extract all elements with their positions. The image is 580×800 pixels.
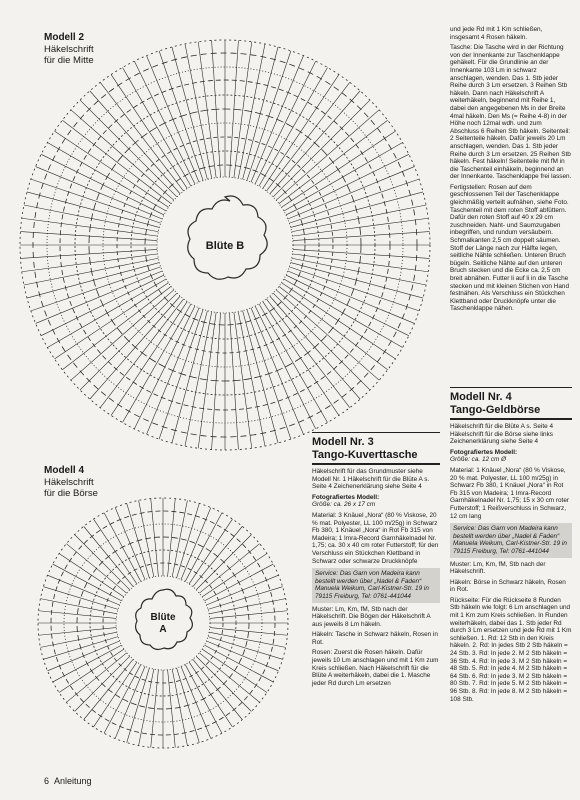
stitch-mark	[229, 40, 238, 177]
stitch-mark	[199, 544, 259, 593]
stitch-mark	[22, 218, 158, 236]
modell-nr3-rosen: Rosen: Zuerst die Rosen häkeln. Dafür jeweils 10 Lm anschlagen und mit 1 Km zum Kreis schließen. Nach Häkelschrift für die Blüte A weiterhäkeln, dabei die 1. Masche jeder Rd durch Lm ersetzen	[312, 649, 439, 687]
stitch-mark	[204, 564, 273, 601]
stitch-mark	[266, 82, 349, 191]
stitch-mark	[84, 659, 133, 719]
stitch-mark	[159, 309, 203, 439]
stitch-mark	[127, 668, 150, 743]
modell-nr3-size: Größe: ca. 26 x 17 cm	[312, 501, 376, 509]
paragraph-fertigstellen: Fertigstellen: Rosen auf dem geschlossenen Teil der Taschenklappe gleichmäßig verteilt aufnähen, siehe Foto. Taschenteil mit dem roten Stoff abfüttern. Dafür den roten Stoff auf 40 x 29 cm zuschneiden. Naht- und Saumzugaben inbegriffen, und rundum versäubern. Schmalkanten 2,5 cm doppelt säumen. Stoff der Länge nach zur Hälfte legen, seitliche Nähte schließen. Unteren Bruch bügeln. Seitliche Nähte auf den unteren Bruch stecken und die Ecke ca. 2,5 cm breit abnähen. Futter li auf li in die Tasche stecken und mit kleinen Stichen von Hand festnähen. Als Verschluss ein Stückchen Klettband oder Druckknöpfe unter die Taschenklappe nähen.	[450, 183, 570, 313]
stitch-mark	[229, 313, 238, 450]
stitch-mark	[59, 554, 124, 597]
modell-nr3-subtitle: Tango-Kuverttasche	[312, 449, 440, 465]
stitch-mark	[202, 554, 267, 597]
stitch-mark	[273, 100, 370, 197]
stitch-mark	[59, 649, 124, 692]
stitch-mark	[80, 293, 177, 390]
stitch-mark	[185, 513, 222, 582]
modell-nr4-section	[450, 387, 572, 706]
stitch-mark	[53, 645, 122, 682]
modell2-subtitle-1: Häkelschrift	[44, 44, 94, 55]
stitch-mark	[202, 649, 267, 692]
modell2-subtitle-2: für die Mitte	[44, 55, 94, 66]
stitch-mark	[196, 535, 251, 590]
modell-nr3-service: Service: Das Garn von Madeira kann bestellt werden über „Nadel & Faden“ Manuela Weikum, Carl-Kistner-Str. 19 in 79115 Freiburg, Tel: 0761-441044	[312, 568, 440, 602]
stitch-mark	[22, 254, 158, 272]
stitch-mark	[273, 293, 370, 390]
stitch-mark	[80, 100, 177, 197]
stitch-mark	[212, 313, 221, 450]
stitch-mark	[31, 179, 161, 223]
modell4-subtitle-2: für die Börse	[44, 488, 98, 499]
stitch-mark	[100, 299, 183, 408]
stitch-mark	[104, 513, 141, 582]
stitch-mark	[104, 664, 141, 733]
modell-nr3-title: Modell Nr. 3	[312, 432, 440, 449]
bluete-b-label: Blüte B	[205, 240, 245, 252]
stitch-mark	[279, 120, 388, 203]
bluete-a-label-2: A	[159, 624, 167, 635]
modell4-subtitle-1: Häkelschrift	[44, 477, 94, 488]
stitch-mark	[276, 290, 379, 380]
stitch-mark	[53, 564, 122, 601]
stitch-mark	[289, 179, 419, 223]
stitch-mark	[71, 110, 174, 200]
stitch-mark	[181, 666, 211, 738]
modell-nr4-size: Größe: ca. 12 cm Ø	[450, 456, 507, 464]
stitch-mark	[123, 304, 192, 423]
stitch-mark	[43, 637, 118, 660]
stitch-mark	[189, 662, 232, 727]
stitch-mark	[199, 653, 259, 702]
modell-nr3-material: Material: 3 Knäuel „Nora“ (80 % Viskose, 20 % mat. Polyester, LL 100 m/25g) in Schwarz Fb 380, 1 Knäuel „Nora“ in Rot Fb 315 von Madeira; 1 Imra-Record Garnhäkelnadel Nr. 1,75; ca. 30 x 40 cm roter Futterstoff; für den Verschluss ein Stückchen Klettband in Schwarz oder schwarze Druckknöpfe	[312, 511, 439, 565]
stitch-mark	[206, 641, 278, 671]
stitch-mark	[31, 267, 161, 311]
stitch-mark	[71, 290, 174, 380]
stitch-mark	[43, 587, 118, 610]
page-number: 6	[44, 776, 50, 786]
stitch-mark	[159, 51, 203, 181]
paragraph-rosen-cont: und jede Rd mit 1 Km schließen, insgesamt 4 Rosen häkeln.	[450, 26, 543, 41]
stitch-mark	[247, 309, 291, 439]
modell4-title: Modell 4	[44, 465, 85, 476]
stitch-mark	[127, 503, 150, 578]
stitch-mark	[284, 279, 403, 348]
modell-nr4-rueckseite: Rückseite: Für die Rückseite 8 Runden Stb häkeln wie folgt: 6 Lm anschlagen und mit 1 Km zum Kreis schließen. In Runden weiterhäkeln, dabei das 1. Stb jeder Rd durch 3 Lm ersetzen und jede Rd mit 1 Km schließen. 1. Rd: 12 Stb in den Kreis häkeln. 2. Rd: In jedes Stb 2 Stb häkeln = 24 Stb. 3. Rd: In jede 2. M 2 Stb häkeln = 36 Stb. 4. Rd: In jede 3. M 2 Stb häkeln = 48 Stb. 5. Rd: In jede 4. M 2 Stb häkeln = 64 Stb. 6. Rd: In jede 3. M 2 Stb häkeln = 80 Stb. 7. Rd: In jede 5. M 2 Stb häkeln = 96 Stb. 8. Rd: In jede 8. M 2 Stb häkeln = 108 Stb.	[450, 596, 572, 703]
stitch-mark	[47, 279, 166, 348]
stitch-mark	[177, 503, 200, 578]
stitch-mark	[204, 645, 273, 682]
stitch-mark	[193, 659, 242, 719]
stitch-mark	[48, 641, 120, 671]
stitch-mark	[75, 535, 130, 590]
stitch-mark	[208, 587, 283, 610]
modell2-title: Modell 2	[44, 32, 85, 43]
stitch-mark	[247, 51, 291, 181]
crochet-chart-purse	[28, 488, 298, 758]
stitch-mark	[284, 143, 403, 212]
stitch-mark	[206, 575, 278, 605]
stitch-mark	[94, 519, 137, 584]
stitch-mark	[193, 526, 242, 586]
stitch-mark	[47, 143, 166, 212]
stitch-mark	[62, 120, 171, 203]
stitch-mark	[75, 656, 130, 711]
modell-nr3-foto-label: Fotografiertes Modell:	[312, 493, 380, 501]
stitch-mark	[115, 666, 145, 738]
stitch-mark	[100, 82, 183, 191]
stitch-mark	[189, 519, 232, 584]
stitch-mark	[289, 267, 419, 311]
stitch-mark	[276, 110, 379, 200]
stitch-mark	[266, 299, 349, 408]
stitch-mark	[279, 286, 388, 369]
paragraph-tasche: Tasche: Die Tasche wird in der Richtung von der Innenkante zur Taschenklappe gehäkelt. Für die Grundlinie an der Innenkante 103 Lm in schwarz anschlagen, wenden. Das 1. Stb jeder Reihe durch 3 Lm ersetzen. 3 Reihen Stb häkeln. Dann nach Häkelschrift A weiterhäkeln, beginnend mit Reihe 1, dabei den angegebenen Ms in der Breite 4mal häkeln. Den Ms (= Reihe 4-8) in der Höhe noch 12mal wdh. und zum Abschluss 6 Reihen Stb häkeln. Seitenteil: 2 Seitenteile häkeln. Dafür jeweils 20 Lm anschlagen, wenden. Das 1. Stb jeder Reihe durch 3 Lm ersetzen. 25 Reihen Stb häkeln. Fest häkeln! Seitenteile mit fM in die Taschenteil einhäkeln, beginnend an der Innenkante. Taschenklappe frei lassen.	[450, 44, 572, 181]
stitch-mark	[196, 656, 251, 711]
modell-nr4-intro: Häkelschrift für die Blüte A s. Seite 4 Häkelschrift für die Börse siehe links Zeichenerklärung siehe Seite 4	[450, 423, 554, 446]
modell-nr4-haekeln: Häkeln: Börse in Schwarz häkeln, Rosen in Rot.	[450, 578, 566, 594]
modell-nr4-service: Service: Das Garn von Madeira kann bestellt werden über „Nadel & Faden“ Manuela Weikum, Carl-Kistner-Str. 19 in 79115 Freiburg, Tel: 0761-441044	[450, 523, 572, 557]
modell-nr4-material: Material: 1 Knäuel „Nora“ (80 % Viskose, 20 % mat. Polyester, LL 100 m/25g) in Schwarz Fb 380, 1 Knäuel „Nora“ in Rot Fb 315 von Madeira; 1 Imra-Record Garnhäkelnadel Nr. 1,75; 15 x 30 cm roter Futterstoff; 1 Reißverschluss in Schwarz, 12 cm lang	[450, 466, 570, 520]
stitch-mark	[177, 668, 200, 743]
stitch-mark	[123, 67, 192, 186]
right-column-text	[450, 26, 572, 316]
page-footer	[44, 776, 92, 786]
stitch-mark	[66, 544, 126, 593]
stitch-mark	[185, 664, 222, 733]
modell-nr4-foto-label: Fotografiertes Modell:	[450, 448, 518, 456]
stitch-mark	[208, 637, 283, 660]
crochet-chart-middle	[10, 20, 440, 460]
modell-nr3-section	[312, 432, 440, 690]
modell-nr3-haekeln: Häkeln: Tasche in Schwarz häkeln, Rosen in Rot.	[312, 631, 438, 646]
stitch-mark	[48, 575, 120, 605]
modell-nr4-subtitle: Tango-Geldbörse	[450, 404, 572, 420]
stitch-mark	[94, 662, 137, 727]
stitch-mark	[115, 508, 145, 580]
modell-nr3-intro: Häkelschrift für das Grundmuster siehe Modell Nr. 1 Häkelschrift für die Blüte A s. Seite 4 Zeichenerklärung siehe Seite 4	[312, 468, 430, 491]
footer-label: Anleitung	[54, 776, 92, 786]
bluete-a-label-1: Blüte	[150, 612, 176, 623]
modell-nr4-title: Modell Nr. 4	[450, 387, 572, 404]
modell-nr3-muster: Muster: Lm, Km, fM, Stb nach der Häkelschrift. Die Bögen der Häkelschrift A aus jeweils 8 Lm häkeln.	[312, 605, 431, 628]
modell-nr4-muster: Muster: Lm, Km, fM, Stb nach der Häkelschrift.	[450, 560, 546, 576]
stitch-mark	[62, 286, 171, 369]
stitch-mark	[181, 508, 211, 580]
stitch-mark	[66, 653, 126, 702]
stitch-mark	[84, 526, 133, 586]
